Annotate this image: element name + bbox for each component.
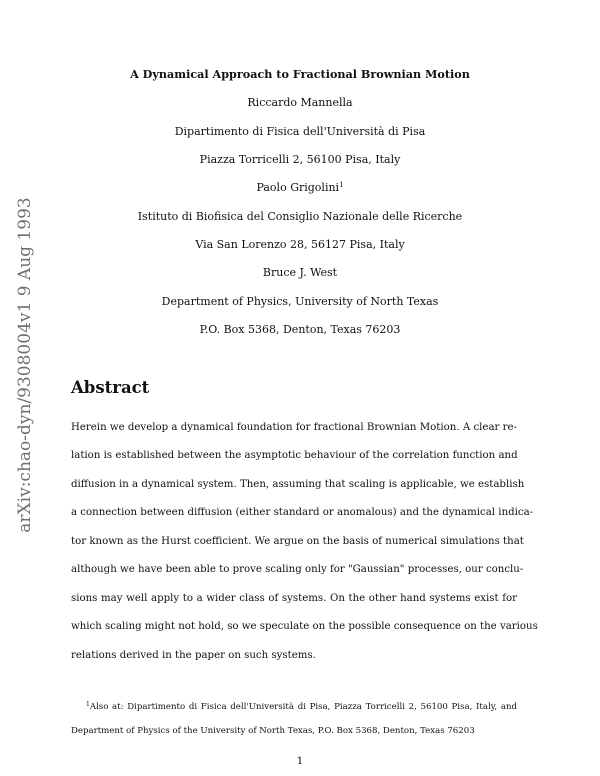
author-3-affiliation-line-2: P.O. Box 5368, Denton, Texas 76203 [199, 323, 401, 336]
paper-title: A Dynamical Approach to Fractional Brownian Motion [130, 67, 470, 81]
abstract-heading: Abstract [71, 378, 150, 397]
author-name-3: Bruce J. West [262, 266, 338, 279]
author-3-affiliation-line-1: Department of Physics, University of North Texas [161, 295, 439, 308]
author-name-2 [0, 180, 600, 195]
abstract-line-1: Herein we develop a dynamical foundation for fractional Brownian Motion. A clear re- [71, 422, 517, 433]
author-1-affiliation-line-2: Piazza Torricelli 2, 56100 Pisa, Italy [199, 153, 401, 166]
footnote-line-1 [86, 701, 517, 713]
author-2-footnote-mark: 1 [339, 181, 344, 189]
author-1-affiliation-line-1: Dipartimento di Fisica dell'Università di Pisa [174, 125, 426, 138]
footnote-mark: 1 [86, 701, 90, 708]
abstract-line-3: diffusion in a dynamical system. Then, assuming that scaling is applicable, we establish [71, 479, 525, 490]
page-number: 1 [296, 755, 304, 767]
abstract-line-6: although we have been able to prove scaling only for "Gaussian" processes, our conclu- [71, 564, 524, 575]
footnote-line-2: Department of Physics of the University of North Texas, P.O. Box 5368, Denton, Texas 76203 [71, 726, 475, 736]
abstract-line-7: sions may well apply to a wider class of systems. On the other hand systems exist for [71, 593, 517, 604]
footnote-text-1: Also at: Dipartimento di Fisica dell'Università di Pisa, Piazza Torricelli 2, 56100 Pisa, Italy, and [89, 702, 517, 712]
abstract-line-8: which scaling might not hold, so we speculate on the possible consequence on the various [71, 621, 538, 632]
abstract-line-5: tor known as the Hurst coefficient. We argue on the basis of numerical simulations that [71, 536, 524, 547]
abstract-line-9: relations derived in the paper on such systems. [71, 650, 316, 661]
abstract-line-2: lation is established between the asymptotic behaviour of the correlation function and [71, 450, 518, 461]
arxiv-identifier: arXiv:chao-dyn/9308004v1 9 Aug 1993 [15, 197, 35, 533]
author-2-affiliation-line-1: Istituto di Biofisica del Consiglio Nazionale delle Ricerche [137, 210, 463, 223]
author-2-name-text: Paolo Grigolini [256, 181, 340, 194]
author-name-1: Riccardo Mannella [247, 96, 353, 109]
author-2-affiliation-line-2: Via San Lorenzo 28, 56127 Pisa, Italy [195, 238, 405, 251]
abstract-line-4: a connection between diffusion (either standard or anomalous) and the dynamical indica- [71, 507, 534, 518]
